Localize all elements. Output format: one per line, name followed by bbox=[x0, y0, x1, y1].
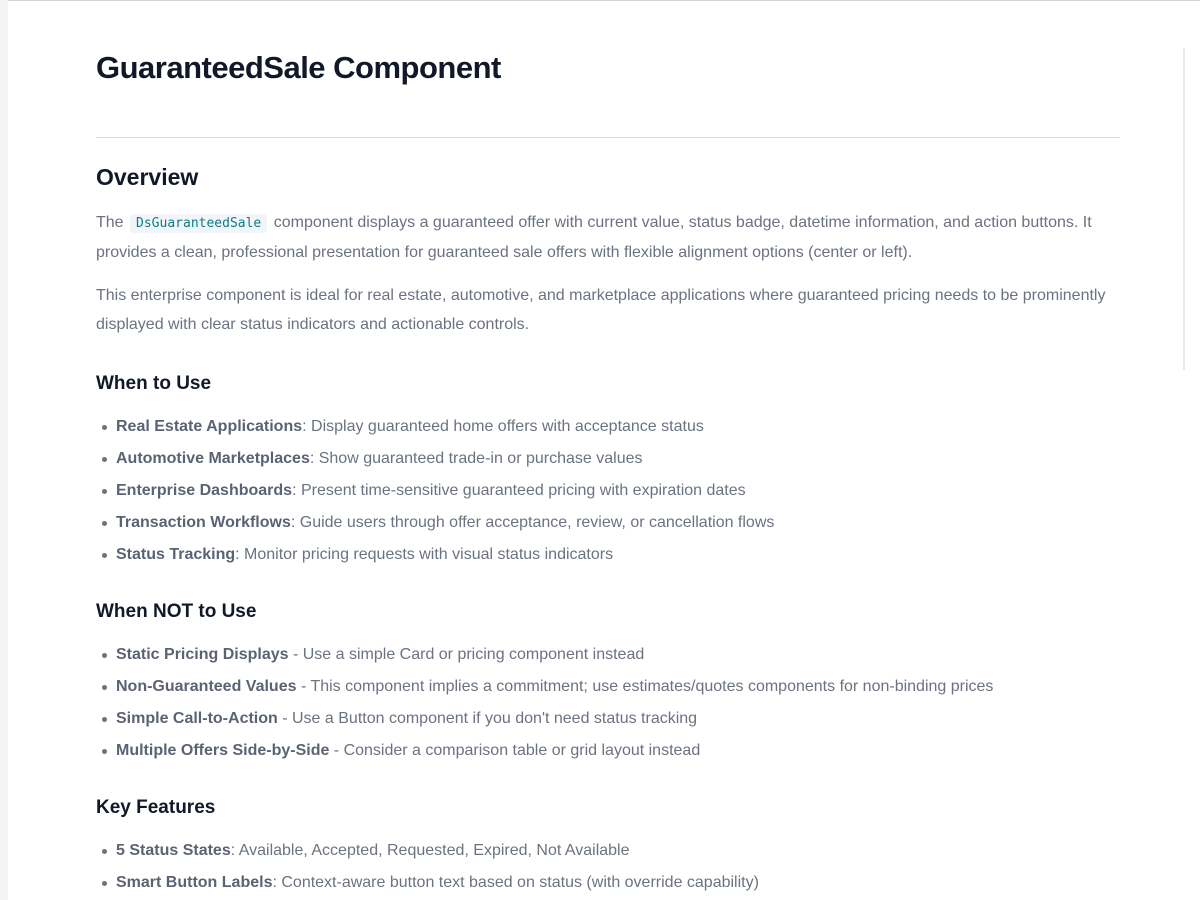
list-item-sep: : bbox=[292, 482, 301, 499]
left-rail bbox=[0, 0, 8, 900]
top-border bbox=[8, 0, 1200, 1]
bullet-icon bbox=[102, 521, 107, 526]
list-item-desc: Monitor pricing requests with visual status indicators bbox=[244, 546, 614, 563]
overview-paragraph-1 bbox=[96, 209, 1120, 267]
list-item-term: 5 Status States bbox=[116, 842, 231, 859]
list-item bbox=[96, 443, 1120, 475]
bullet-icon bbox=[102, 425, 107, 430]
list-item-term: Enterprise Dashboards bbox=[116, 482, 293, 499]
list-item-sep: : bbox=[290, 514, 300, 531]
overview-p1-after: component displays a guaranteed offer with current value, status badge, datetime information, and action buttons. It provides a clean, professional presentation for guaranteed sale offers with flexible alignment options (center or left). bbox=[96, 214, 1092, 261]
list-item bbox=[96, 639, 1120, 671]
list-item-term: Multiple Offers Side-by-Side bbox=[116, 742, 330, 759]
list-item bbox=[96, 835, 1120, 867]
when-not-to-use-list bbox=[96, 639, 1120, 767]
bullet-icon bbox=[102, 653, 107, 658]
list-item-desc: Context-aware button text based on status (with override capability) bbox=[281, 874, 759, 891]
list-item-sep: : bbox=[309, 450, 319, 467]
list-item-sep: : bbox=[302, 418, 312, 435]
when-not-to-use-heading: When NOT to Use bbox=[96, 601, 257, 622]
list-item-sep: - bbox=[329, 742, 344, 759]
list-item bbox=[96, 735, 1120, 767]
overview-paragraph-2: This enterprise component is ideal for real estate, automotive, and marketplace applications where guaranteed pricing needs to be prominently displayed with clear status indicators and actionable controls. bbox=[96, 287, 1106, 333]
list-item-desc: Show guaranteed trade-in or purchase values bbox=[318, 450, 643, 467]
bullet-icon bbox=[102, 457, 107, 462]
list-item-desc: Consider a comparison table or grid layout instead bbox=[343, 742, 701, 759]
page-title: GuaranteedSale Component bbox=[96, 50, 501, 85]
when-to-use-heading: When to Use bbox=[96, 373, 212, 394]
when-to-use-list bbox=[96, 411, 1120, 571]
list-item-sep: - bbox=[296, 678, 311, 695]
list-item bbox=[96, 475, 1120, 507]
list-item-desc: Available, Accepted, Requested, Expired, Not Available bbox=[238, 842, 630, 859]
scrollbar[interactable] bbox=[1183, 48, 1185, 370]
list-item-term: Automotive Marketplaces bbox=[116, 450, 310, 467]
list-item-desc: Guide users through offer acceptance, review, or cancellation flows bbox=[299, 514, 775, 531]
list-item-term: Non-Guaranteed Values bbox=[116, 678, 297, 695]
list-item-term: Static Pricing Displays bbox=[116, 646, 289, 663]
list-item-term: Transaction Workflows bbox=[116, 514, 291, 531]
list-item-term: Real Estate Applications bbox=[116, 418, 303, 435]
list-item bbox=[96, 703, 1120, 735]
bullet-icon bbox=[102, 685, 107, 690]
list-item bbox=[96, 507, 1120, 539]
list-item-term: Status Tracking bbox=[116, 546, 236, 563]
bullet-icon bbox=[102, 717, 107, 722]
bullet-icon bbox=[102, 881, 107, 886]
overview-p1-before: The bbox=[96, 214, 124, 231]
list-item-sep: : bbox=[272, 874, 282, 891]
list-item-term: Smart Button Labels bbox=[116, 874, 273, 891]
list-item-desc: Use a Button component if you don't need status tracking bbox=[292, 710, 698, 727]
bullet-icon bbox=[102, 489, 107, 494]
bullet-icon bbox=[102, 553, 107, 558]
title-divider bbox=[96, 137, 1120, 138]
list-item bbox=[96, 867, 1120, 899]
list-item bbox=[96, 411, 1120, 443]
list-item bbox=[96, 671, 1120, 703]
overview-heading: Overview bbox=[96, 164, 199, 190]
list-item bbox=[96, 539, 1120, 571]
component-name-code: DsGuaranteedSale bbox=[130, 214, 267, 233]
list-item-sep: - bbox=[277, 710, 292, 727]
key-features-heading: Key Features bbox=[96, 797, 216, 818]
bullet-icon bbox=[102, 849, 107, 854]
list-item-sep: - bbox=[288, 646, 303, 663]
key-features-list bbox=[96, 835, 1120, 899]
list-item-sep: : bbox=[235, 546, 245, 563]
list-item-term: Simple Call-to-Action bbox=[116, 710, 278, 727]
bullet-icon bbox=[102, 749, 107, 754]
list-item-desc: Use a simple Card or pricing component instead bbox=[302, 646, 645, 663]
list-item-desc: Display guaranteed home offers with acceptance status bbox=[311, 418, 704, 435]
list-item-desc: Present time-sensitive guaranteed pricing with expiration dates bbox=[300, 482, 746, 499]
list-item-desc: This component implies a commitment; use estimates/quotes components for non-binding prices bbox=[310, 678, 994, 695]
list-item-sep: : bbox=[230, 842, 239, 859]
